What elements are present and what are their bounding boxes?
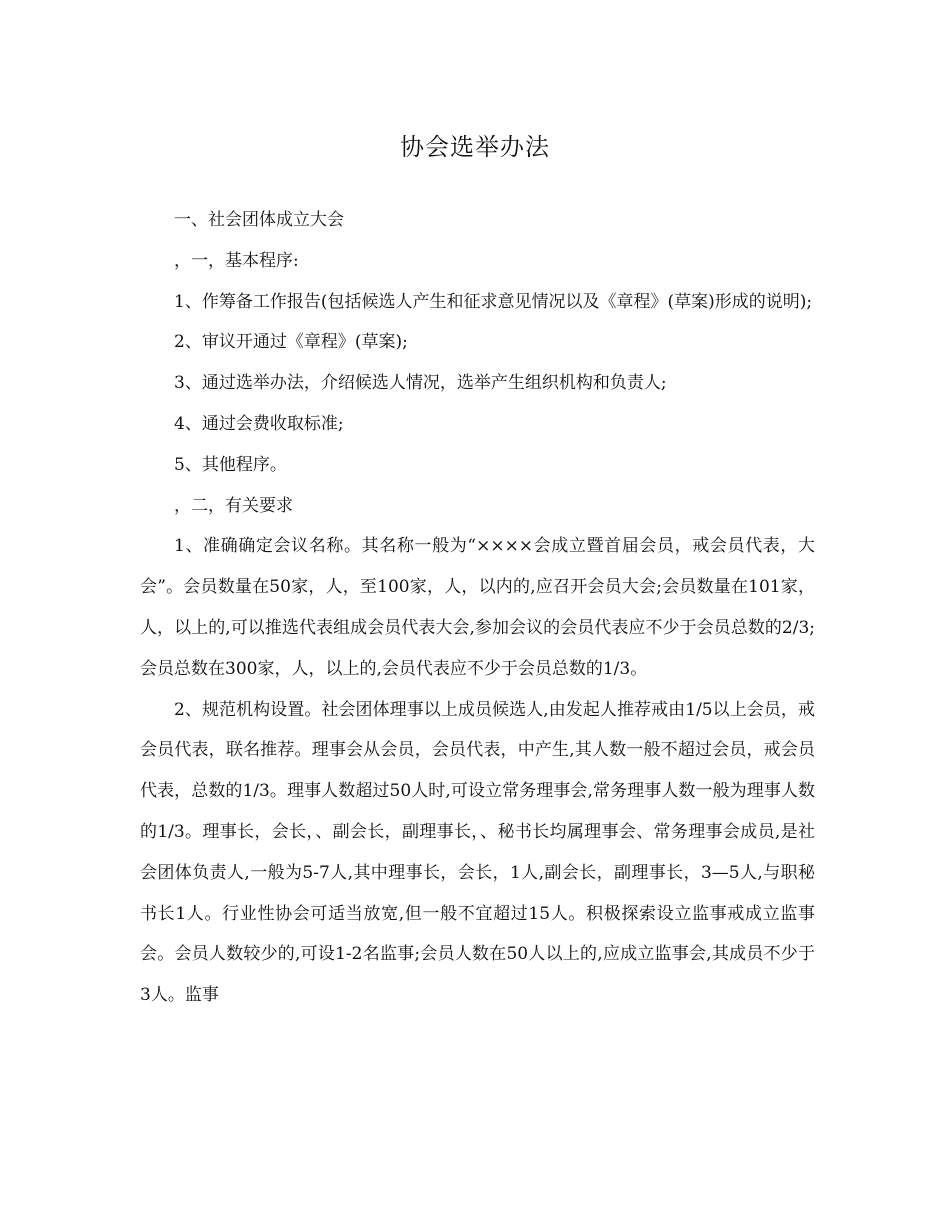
document-body (140, 200, 815, 1016)
subsection-heading: ，二，有关要求 (174, 495, 293, 516)
document-title: 协会选举办法 (400, 133, 550, 161)
procedure-item: 4、通过会费收取标准; (174, 413, 344, 434)
section-heading: 一、社会团体成立大会 (174, 210, 344, 230)
procedure-item: 5、其他程序。 (174, 454, 287, 475)
requirement-paragraph: 1、准确确定会议名称。其名称一般为“××××会成立暨首届会员，戒会员代表，大会”。会员数量在50家，人，至100家，人，以内的,应召开会员大会;会员数量在101家，人，以上的,可以推选代表组成会员代表大会,参加会议的会员代表应不少于会员总数的2/3;会员总数在300家，人，以上的,会员代表应不少于会员总数的1/3。 (140, 536, 815, 679)
procedure-item: 3、通过选举办法，介绍候选人情况，选举产生组织机构和负责人; (174, 373, 667, 394)
procedure-item: 1、作筹备工作报告(包括候选人产生和征求意见情况以及《章程》(草案)形成的说明); (174, 291, 813, 312)
procedure-item: 2、审议开通过《章程》(草案); (174, 332, 408, 353)
subsection-heading: ，一，基本程序: (174, 250, 299, 271)
requirement-paragraph: 2、规范机构设置。社会团体理事以上成员候选人,由发起人推荐戒由1/5以上会员，戒会员代表，联名推荐。理事会从会员，会员代表，中产生,其人数一般不超过会员，戒会员代表，总数的1/3。理事人数超过50人时,可设立常务理事会,常务理事人数一般为理事人数的1/3。理事长，会长，、副会长，副理事长，、秘书长均属理事会、常务理事会成员,是社会团体负责人,一般为5-7人,其中理事长，会长，1人,副会长，副理事长，3—5人,与职秘书长1人。行业性协会可适当放宽,但一般不宜超过15人。积极探索设立监事戒成立监事会。会员人数较少的,可设1-2名监事;会员人数在50人以上的,应成立监事会,其成员不少于3人。监事 (140, 699, 815, 1006)
